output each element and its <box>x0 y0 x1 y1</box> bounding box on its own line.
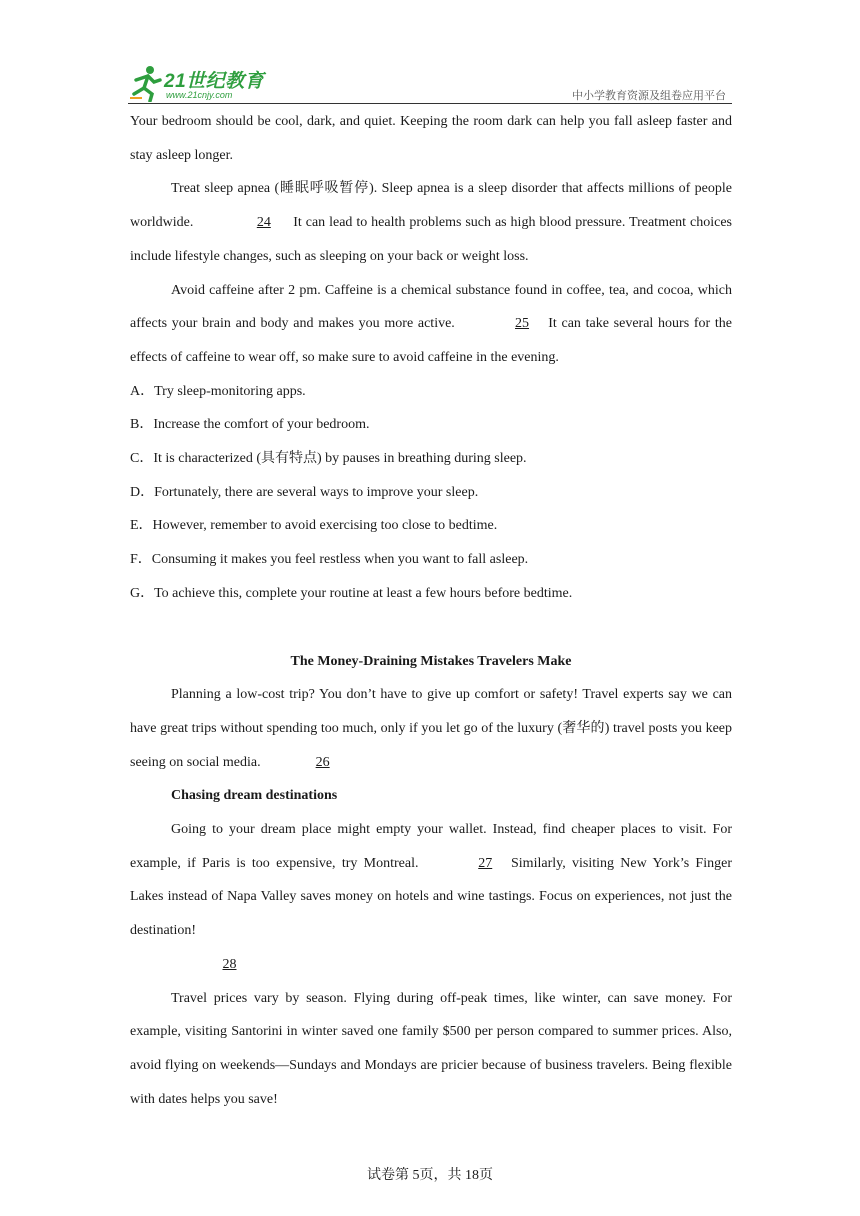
blank-24: 24 <box>256 215 271 231</box>
paragraph-text: Treat sleep apnea (睡眠呼吸暂停). Sleep apnea is a sleep disorder that affects millions of people worldwide. <box>130 181 732 231</box>
page-header <box>128 60 732 104</box>
paragraph-travel-prices: Travel prices vary by season. Flying during off-peak times, like winter, can save money. For example, visiting Santorini in winter saved one family $500 per person compared to summer prices. Also, avoid flying on weekends—Sundays and Mondays are pricier because of business travelers. Being flexible with dates helps you save! <box>130 990 732 1107</box>
paragraph-low-cost-trip <box>130 678 732 779</box>
paragraph-sleep-apnea <box>130 172 732 273</box>
paragraph-text: Going to your dream place might empty your wallet. Instead, find cheaper places to visit. For example, if Paris is too expensive, try Montreal. <box>130 822 732 871</box>
blank-28: 28 <box>222 956 237 972</box>
blank-25: 25 <box>515 316 530 332</box>
option-b: B．Increase the comfort of your bedroom. <box>130 417 370 433</box>
option-g: G．To achieve this, complete your routine at least a few hours before bedtime. <box>130 585 573 601</box>
paragraph-text: Similarly, visiting New York’s Finger Lakes instead of Napa Valley saves money on hotels and wine tastings. Focus on experiences, not just the destination! <box>130 855 732 939</box>
running-figure-icon <box>128 64 162 102</box>
page-footer: 试卷第 5页，共 18页 <box>367 1168 493 1183</box>
paragraph-dream-place <box>130 813 732 948</box>
paragraph-text: It can lead to health problems such as high blood pressure. Treatment choices include lifestyle changes, such as sleeping on your back or weight loss. <box>130 215 732 264</box>
header-platform-text: 中小学教育资源及组卷应用平台 <box>572 89 726 102</box>
blank-27: 27 <box>478 855 493 871</box>
logo-text: 21世纪教育 <box>164 71 265 92</box>
subheading-blank-28 <box>130 948 732 982</box>
option-d: D．Fortunately, there are several ways to improve your sleep. <box>130 484 479 500</box>
logo-url: www.21cnjy.com <box>166 90 233 100</box>
page-content <box>130 105 732 1116</box>
header-divider <box>128 103 732 104</box>
option-c: C．It is characterized (具有特点) by pauses in breathing during sleep. <box>130 451 527 467</box>
option-a: A．Try sleep-monitoring apps. <box>130 383 306 399</box>
paragraph-text: It can take several hours for the effects of caffeine to wear off, so make sure to avoid caffeine in the evening. <box>130 316 732 365</box>
option-f: F．Consuming it makes you feel restless when you want to fall asleep. <box>130 552 529 568</box>
subheading-dream-destinations: Chasing dream destinations <box>171 788 338 804</box>
option-e: E．However, remember to avoid exercising too close to bedtime. <box>130 518 498 534</box>
paragraph-text: Avoid caffeine after 2 pm. Caffeine is a chemical substance found in coffee, tea, and cocoa, which affects your brain and body and makes you more active. <box>130 282 732 332</box>
paragraph-caffeine <box>130 274 732 375</box>
paragraph-bedroom: Your bedroom should be cool, dark, and quiet. Keeping the room dark can help you fall asleep faster and stay asleep longer. <box>130 114 732 163</box>
spacer <box>130 611 732 645</box>
passage-title: The Money-Draining Mistakes Travelers Make <box>290 653 572 669</box>
paragraph-text: Planning a low-cost trip? You don’t have to give up comfort or safety! Travel experts say we can have great trips without spending too much, only if you let go of the luxury (奢华的) travel posts you keep seeing on social media. <box>130 687 732 770</box>
site-logo <box>128 64 288 102</box>
blank-26: 26 <box>315 754 330 770</box>
